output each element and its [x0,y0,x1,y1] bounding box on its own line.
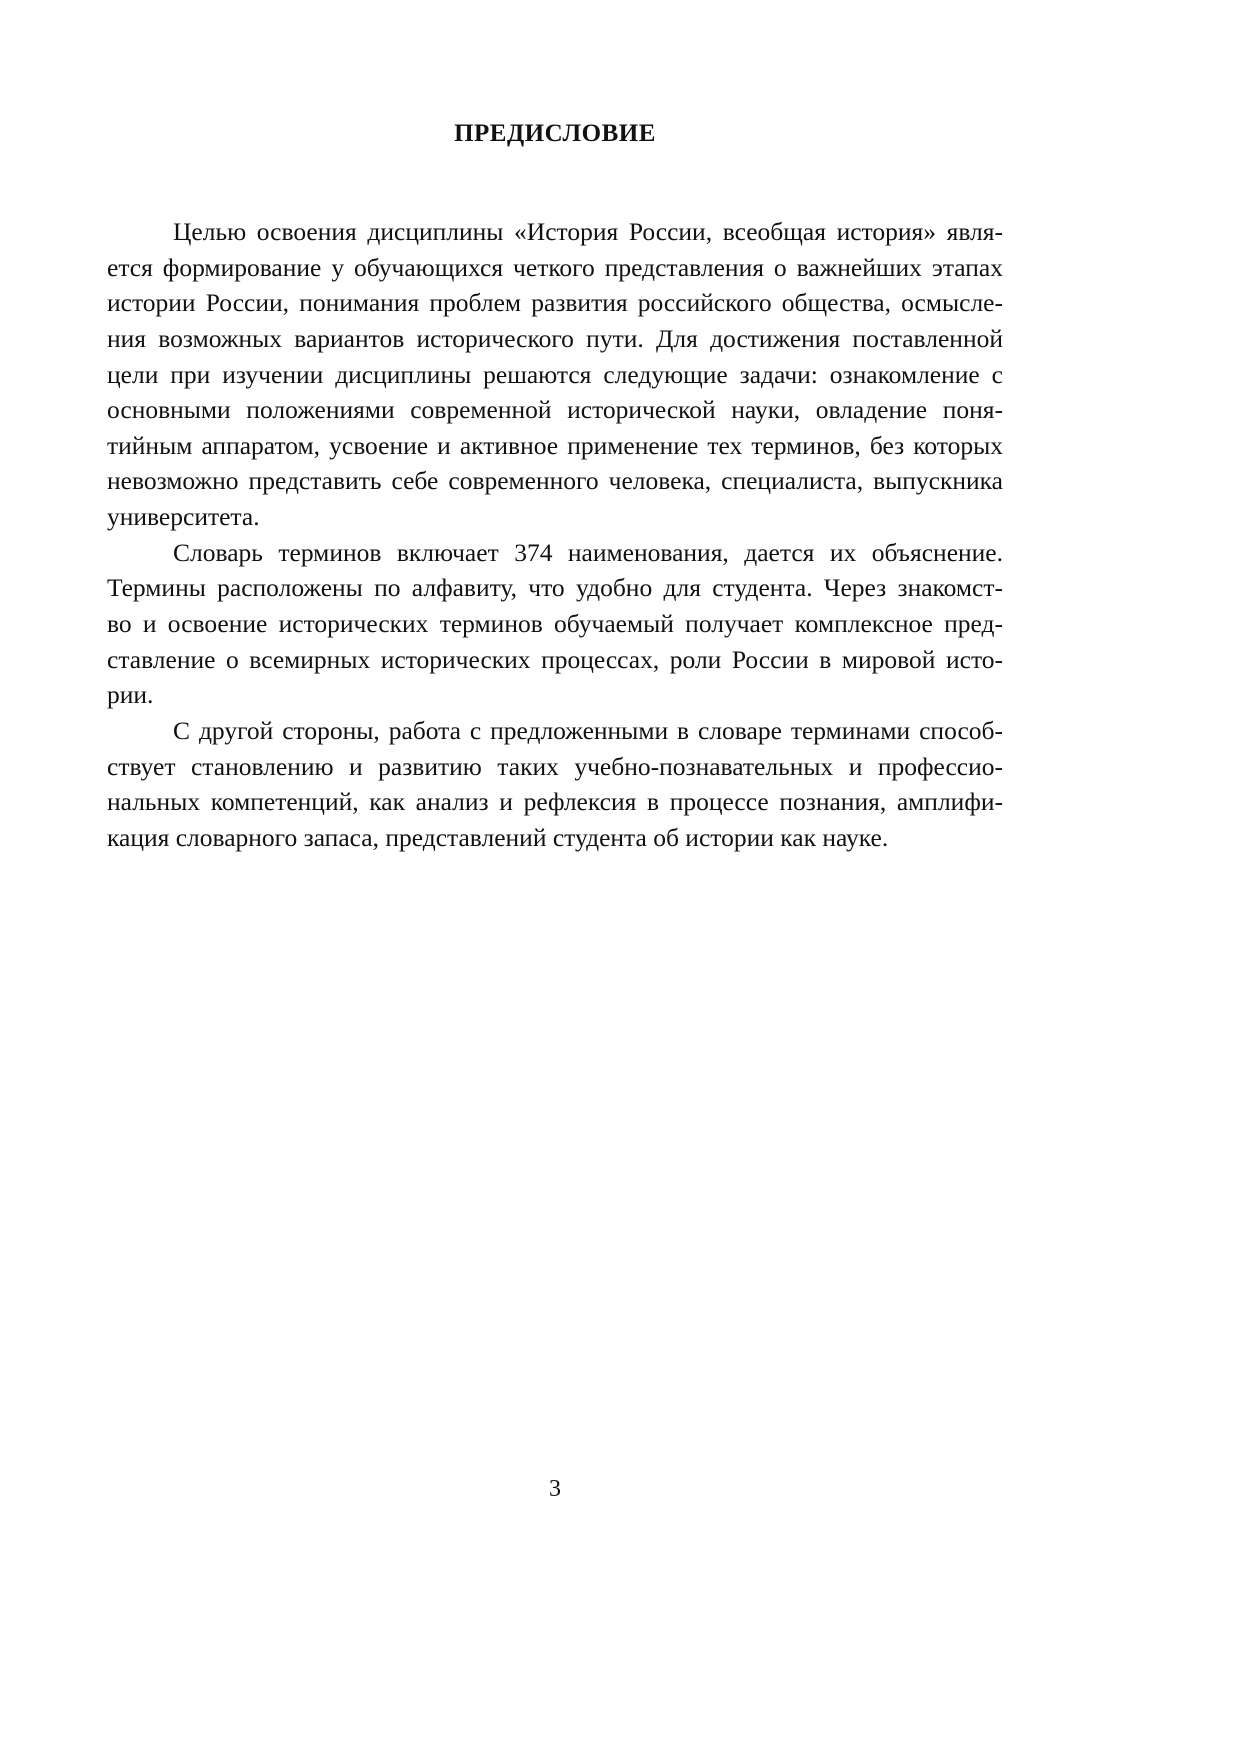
text-line: тийным аппаратом, усвоение и активное применение тех терминов, без которых [107,430,1003,460]
text-line: ствует становлению и развитию таких учебно-познавательных и профессио- [107,751,1003,781]
text-line: С другой стороны, работа с предложенными в словаре терминами способ- [173,715,1003,745]
text-line: ставление о всемирных исторических процессах, роли России в мировой исто- [107,644,1003,674]
document-body [107,214,1003,856]
text-line: нальных компетенций, как анализ и рефлексия в процессе познания, амплифи- [107,787,1003,817]
text-line: университета. [107,502,260,532]
text-line: Термины расположены по алфавиту, что удобно для студента. Через знакомст- [107,573,1003,603]
text-line: основными положениями современной исторической науки, овладение поня- [107,395,1003,425]
paragraph-2 [107,535,1003,713]
text-line: ется формирование у обучающихся четкого представления о важнейших этапах [107,252,1003,282]
text-line: Словарь терминов включает 374 наименования, дается их объяснение. [173,537,1003,567]
text-line: во и освоение исторических терминов обучаемый получает комплексное пред- [107,609,1003,639]
page-number: 3 [549,1476,561,1502]
page-title: ПРЕДИСЛОВИЕ [454,120,656,147]
paragraph-3 [107,713,1003,856]
text-line: невозможно представить себе современного человека, специалиста, выпускника [107,466,1003,496]
text-line: ния возможных вариантов исторического пути. Для достижения поставленной [107,323,1003,353]
text-line: цели при изучении дисциплины решаются следующие задачи: ознакомление с [107,359,1003,389]
paragraph-1 [107,214,1003,535]
text-line: истории России, понимания проблем развития российского общества, осмысле- [107,288,1003,318]
text-line: рии. [107,680,154,710]
text-line: Целью освоения дисциплины «История России, всеобщая история» явля- [173,217,1003,246]
text-line: кация словарного запаса, представлений студента об истории как науке. [107,822,889,852]
